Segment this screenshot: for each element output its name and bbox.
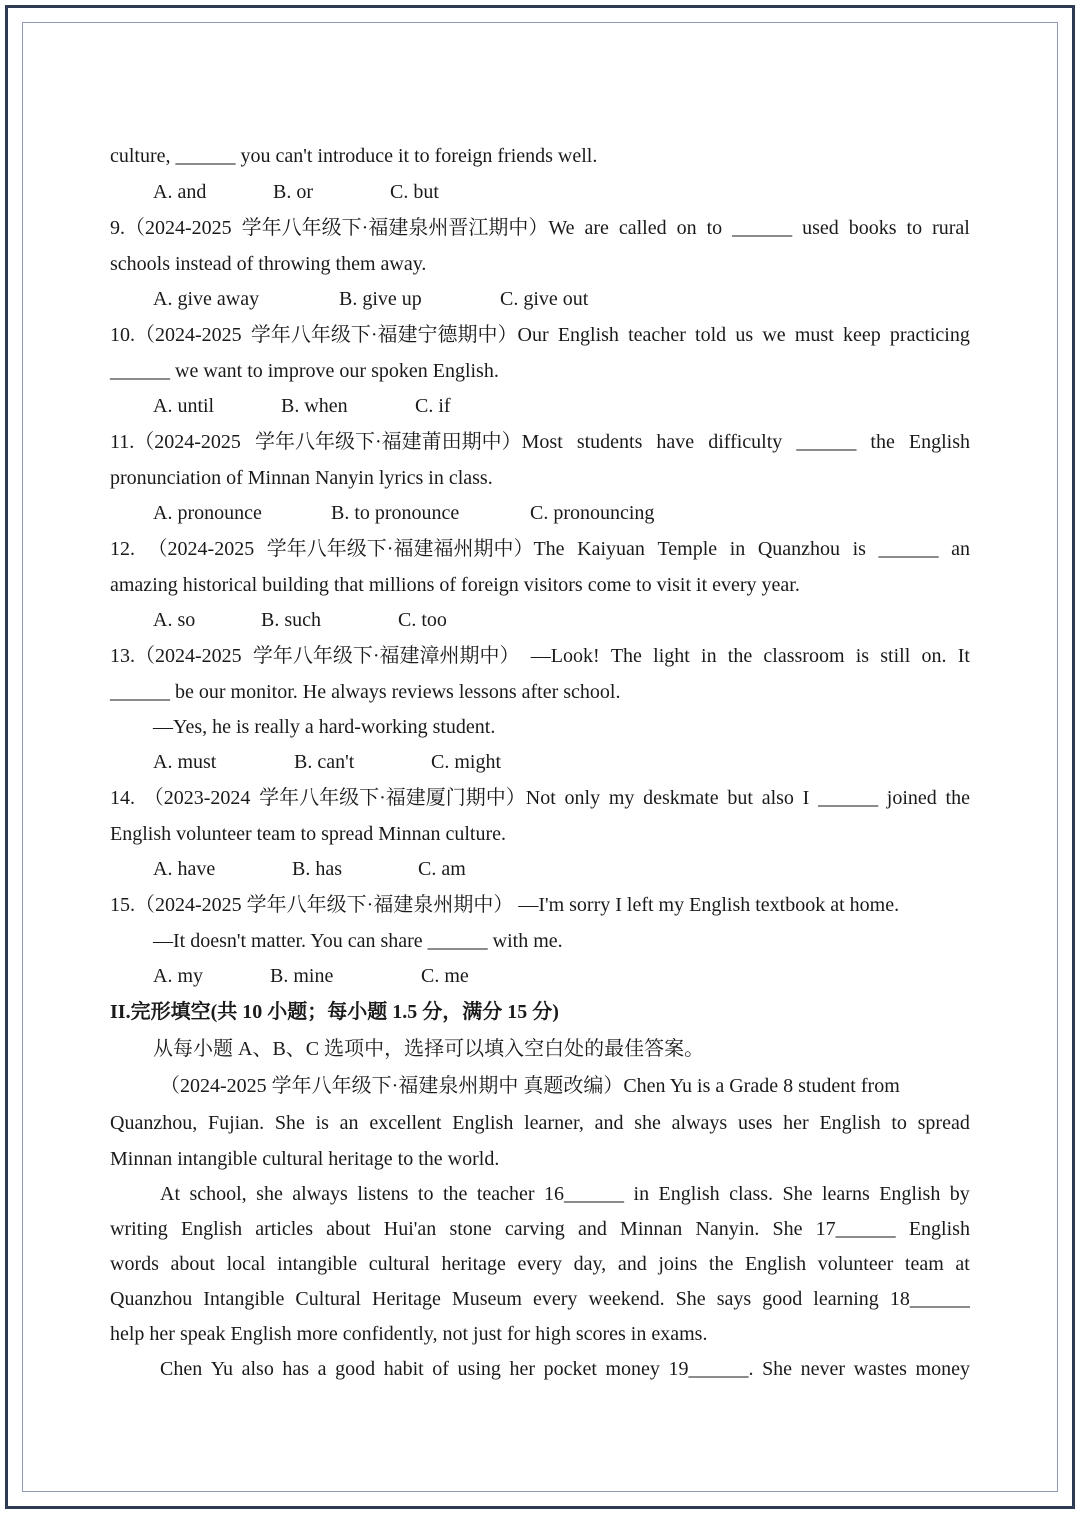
option-b: B. or bbox=[273, 181, 313, 203]
text-line: 13.（2024-2025 学年八年级下·福建漳州期中） —Look! The light in the classroom is still on. It bbox=[110, 645, 970, 667]
text-line: Chen Yu also has a good habit of using her pocket money 19______. She never wastes money bbox=[160, 1358, 970, 1380]
option-c: C. but bbox=[390, 181, 439, 203]
text-line: （2024-2025 学年八年级下·福建泉州期中 真题改编）Chen Yu is a Grade 8 student from bbox=[160, 1075, 900, 1097]
text-line: Quanzhou, Fujian. She is an excellent English learner, and she always uses her English to spread bbox=[110, 1112, 970, 1134]
option-c: C. me bbox=[421, 965, 469, 987]
option-a: A. my bbox=[153, 965, 203, 987]
answer-options bbox=[110, 745, 970, 780]
option-c: C. am bbox=[418, 858, 466, 880]
exam-content bbox=[110, 138, 970, 1387]
text-line: 从每小题 A、B、C 选项中，选择可以填入空白处的最佳答案。 bbox=[153, 1038, 705, 1060]
text-line: 14. （2023-2024 学年八年级下·福建厦门期中）Not only my deskmate but also I ______ joined the bbox=[110, 787, 970, 809]
text-line: culture, ______ you can't introduce it to foreign friends well. bbox=[110, 145, 598, 167]
option-b: B. has bbox=[292, 858, 342, 880]
answer-options bbox=[110, 175, 970, 210]
option-a: A. give away bbox=[153, 288, 260, 310]
text-line: 15.（2024-2025 学年八年级下·福建泉州期中） —I'm sorry I left my English textbook at home. bbox=[110, 894, 900, 916]
text-line: amazing historical building that millions of foreign visitors come to visit it every year. bbox=[110, 574, 800, 596]
text-line: —It doesn't matter. You can share ______ with me. bbox=[153, 930, 563, 952]
option-b: B. give up bbox=[339, 288, 422, 310]
text-line: pronunciation of Minnan Nanyin lyrics in class. bbox=[110, 467, 493, 489]
option-b: B. such bbox=[261, 609, 321, 631]
text-line: Minnan intangible cultural heritage to the world. bbox=[110, 1148, 500, 1170]
text-line: ______ be our monitor. He always reviews lessons after school. bbox=[110, 681, 621, 703]
text-line: ______ we want to improve our spoken English. bbox=[110, 360, 499, 382]
option-a: A. and bbox=[153, 181, 207, 203]
option-b: B. when bbox=[281, 395, 348, 417]
answer-options bbox=[110, 959, 970, 994]
option-a: A. must bbox=[153, 751, 217, 773]
text-line: writing English articles about Hui'an stone carving and Minnan Nanyin. She 17______ English bbox=[110, 1218, 970, 1240]
answer-options bbox=[110, 389, 970, 424]
answer-options bbox=[110, 603, 970, 638]
text-line: English volunteer team to spread Minnan culture. bbox=[110, 823, 507, 845]
text-line: 9.（2024-2025 学年八年级下·福建泉州晋江期中）We are called on to ______ used books to rural bbox=[110, 217, 970, 239]
answer-options bbox=[110, 282, 970, 317]
answer-options bbox=[110, 852, 970, 887]
text-line: At school, she always listens to the teacher 16______ in English class. She learns English by bbox=[160, 1183, 970, 1205]
option-a: A. pronounce bbox=[153, 502, 262, 524]
option-b: B. mine bbox=[270, 965, 334, 987]
option-a: A. so bbox=[153, 609, 196, 631]
text-line: 11.（2024-2025 学年八年级下·福建莆田期中）Most students have difficulty ______ the English bbox=[110, 431, 970, 453]
text-line: Quanzhou Intangible Cultural Heritage Museum every weekend. She says good learning 18______ bbox=[110, 1288, 970, 1310]
option-a: A. have bbox=[153, 858, 216, 880]
text-line: 12. （2024-2025 学年八年级下·福建福州期中）The Kaiyuan Temple in Quanzhou is ______ an bbox=[110, 538, 970, 560]
option-b: B. can't bbox=[294, 751, 355, 773]
answer-options bbox=[110, 496, 970, 531]
section-title: II.完形填空(共 10 小题；每小题 1.5 分，满分 15 分) bbox=[110, 1001, 559, 1023]
text-line: help her speak English more confidently, not just for high scores in exams. bbox=[110, 1323, 708, 1345]
text-line: —Yes, he is really a hard-working student. bbox=[153, 716, 496, 738]
text-line: schools instead of throwing them away. bbox=[110, 253, 427, 275]
option-c: C. if bbox=[415, 395, 451, 417]
option-b: B. to pronounce bbox=[331, 502, 460, 524]
text-line: words about local intangible cultural heritage every day, and joins the English volunteer team at bbox=[110, 1253, 970, 1275]
option-c: C. give out bbox=[500, 288, 589, 310]
option-c: C. might bbox=[431, 751, 502, 773]
option-c: C. pronouncing bbox=[530, 502, 655, 524]
option-a: A. until bbox=[153, 395, 215, 417]
option-c: C. too bbox=[398, 609, 447, 631]
text-line: 10.（2024-2025 学年八年级下·福建宁德期中）Our English teacher told us we must keep practicing bbox=[110, 324, 970, 346]
